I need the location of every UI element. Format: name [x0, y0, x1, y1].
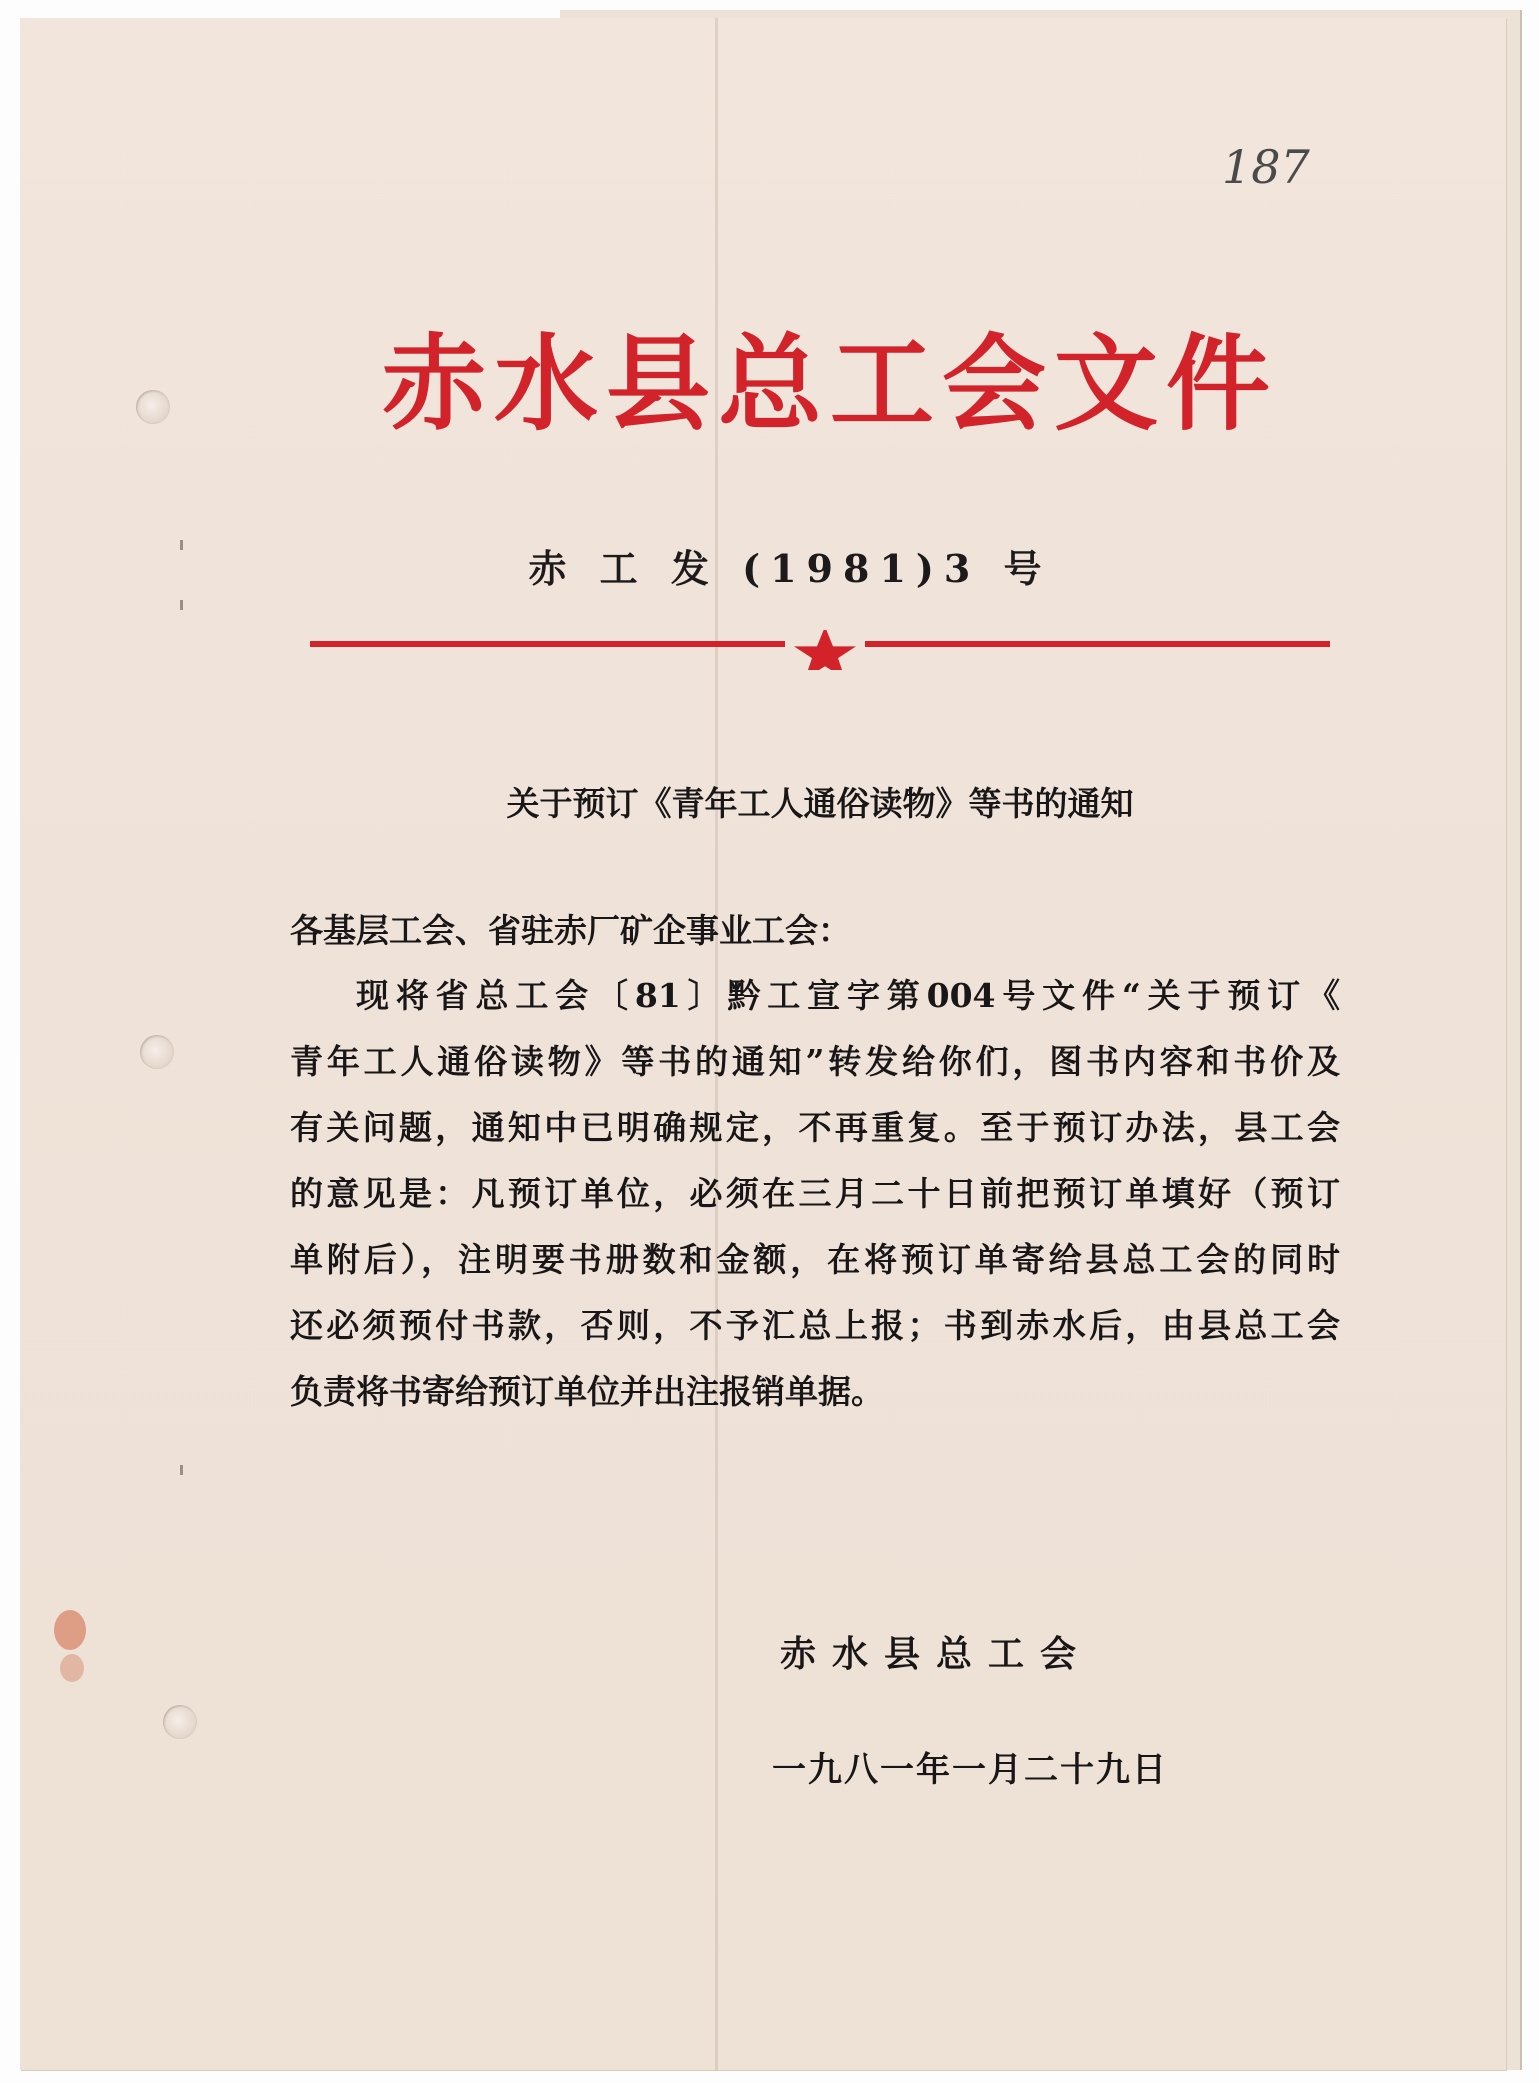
body-paragraph-line: 单附后），注明要书册数和金额，在将预订单寄给县总工会的同时 [290, 1240, 1340, 1279]
binding-hole [140, 1035, 174, 1069]
staple-mark [180, 600, 183, 610]
binding-hole [136, 390, 170, 424]
body-paragraph-line: 现将省总工会〔81〕黔工宣字第004号文件“关于预订《 [356, 976, 1340, 1015]
signature-organization: 赤水县总工会 [780, 1633, 1093, 1675]
body-paragraph-line: 有关问题，通知中已明确规定，不再重复。至于预订办法，县工会 [290, 1108, 1340, 1147]
document-number: 赤 工 发 (1981)3 号 [528, 546, 1052, 591]
staple-mark [180, 540, 183, 550]
binding-hole [163, 1705, 197, 1739]
issue-date: 一九八一年一月二十九日 [772, 1750, 1168, 1790]
issuing-organization-title: 赤水县总工会文件 [381, 323, 1278, 445]
notice-subject: 关于预订《青年工人通俗读物》等书的通知 [506, 784, 1134, 823]
body-paragraph-line: 青年工人通俗读物》等书的通知”转发给你们，图书内容和书价及 [290, 1042, 1340, 1081]
salutation: 各基层工会、省驻赤厂矿企事业工会： [290, 911, 851, 950]
handwritten-page-number: 187 [1222, 140, 1310, 194]
red-star-icon [794, 630, 856, 670]
rust-stain [50, 1600, 90, 1690]
red-divider-rule [310, 630, 1330, 670]
body-paragraph-line: 负责将书寄给预订单位并出注报销单据。 [290, 1372, 884, 1411]
body-paragraph-line: 的意见是：凡预订单位，必须在三月二十日前把预订单填好（预订 [290, 1174, 1340, 1213]
body-paragraph-line: 还必须预付书款，否则，不予汇总上报；书到赤水后，由县总工会 [290, 1306, 1340, 1345]
staple-mark [180, 1465, 183, 1475]
